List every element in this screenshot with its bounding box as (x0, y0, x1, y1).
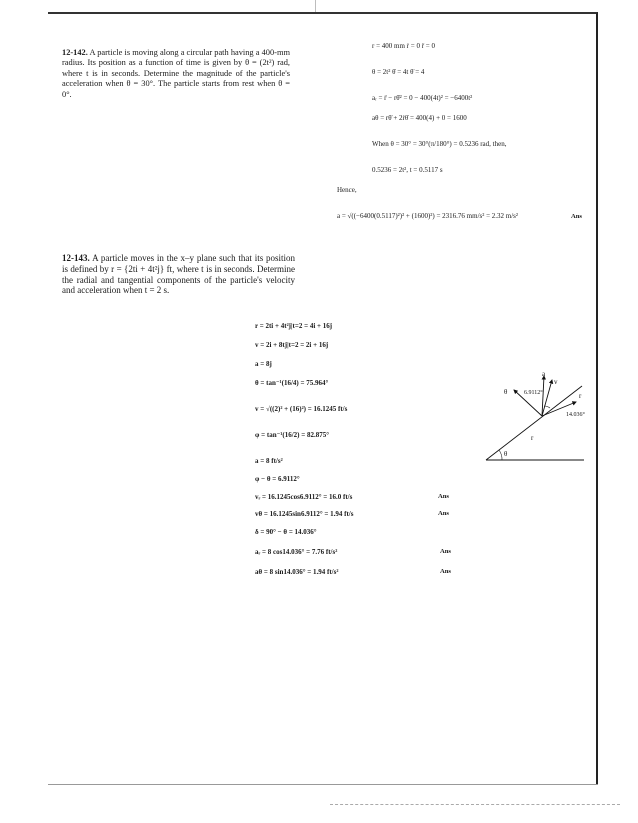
problem-12-143-statement (62, 253, 295, 296)
label-theta-bottom: θ (504, 450, 508, 458)
label-a: a (542, 372, 546, 378)
label-angle-2: 14.036° (566, 412, 585, 418)
p143-answer-vr: Ans (438, 493, 449, 500)
p143-line-12: aᵣ = 8 cos14.036° = 7.76 ft/s² (255, 548, 338, 556)
label-r-bottom: r (531, 434, 534, 442)
p143-line-1: r = 2ti + 4t²j|t=2 = 4i + 16j (255, 322, 333, 330)
bottom-dashed-line (330, 804, 620, 805)
problem-12-142-statement (62, 48, 290, 100)
problem-12-142-text: A particle is moving along a circular path having a 400-mm radius. Its position as a function of time is given by θ = (2t²) rad, where t is in seconds. Determine the magnitude of the particle's acceleration when θ = 30°. The particle starts from rest when θ = 0°. (62, 48, 290, 99)
p142-line-1: r = 400 mm ṙ = 0 r̈ = 0 (372, 42, 435, 50)
problem-12-142-number: 12-142. (62, 48, 88, 57)
p143-line-2: v = 2i + 8tj|t=2 = 2i + 16j (255, 341, 329, 349)
label-v: v (554, 378, 558, 386)
p142-line-4: aθ = rθ̈ + 2ṙθ̇ = 400(4) + 0 = 1600 (372, 114, 467, 122)
p142-line-7: Hence, (337, 186, 357, 194)
p142-line-5: When θ = 30° = 30°(π/180°) = 0.5236 rad, then, (372, 140, 507, 148)
p143-line-13: aθ = 8 sin14.036° = 1.94 ft/s² (255, 568, 339, 576)
p143-line-5: v = √((2)² + (16)²) = 16.1245 ft/s (255, 405, 348, 413)
label-theta-top: θ (504, 388, 508, 396)
p143-line-8: φ − θ = 6.9112° (255, 475, 300, 483)
p143-answer-vtheta: Ans (438, 510, 449, 517)
problem-12-143-text: A particle moves in the x–y plane such that its position is defined by r = {2ti + 4t²j} ft, where t is in seconds. Determine the radial and tangential components of the particle's velocity and acceleration when t = 2 s. (62, 253, 295, 296)
p142-line-3: aᵣ = r̈ − rθ̇² = 0 − 400(4t)² = −6400t² (372, 94, 473, 102)
label-angle-1: 6.9112° (524, 390, 543, 396)
p143-line-10: vθ = 16.1245sin6.9112° = 1.94 ft/s (255, 510, 354, 518)
p143-line-6: φ = tan⁻¹(16/2) = 82.875° (255, 431, 330, 439)
p143-answer-atheta: Ans (440, 568, 451, 575)
label-r-top: r (579, 392, 582, 400)
top-guide-line (315, 0, 316, 12)
p142-line-6: 0.5236 = 2t², t = 0.5117 s (372, 166, 443, 174)
velocity-acceleration-diagram (478, 372, 596, 472)
p142-line-2: θ = 2t² θ̇ = 4t θ̈ = 4 (372, 68, 425, 76)
p143-line-7: a = 8 ft/s² (255, 457, 283, 465)
problem-12-143-number: 12-143. (62, 253, 90, 263)
p143-line-4: θ = tan⁻¹(16/4) = 75.964° (255, 379, 329, 387)
position-line (486, 386, 582, 460)
p143-line-3: a = 8j (255, 360, 272, 368)
theta-arc (499, 450, 502, 460)
p143-line-11: δ = 90° − θ = 14.036° (255, 528, 317, 536)
p142-answer-label: Ans (571, 213, 582, 220)
p143-line-9: vᵣ = 16.1245cos6.9112° = 16.0 ft/s (255, 493, 353, 501)
p142-line-8: a = √((−6400(0.5117)²)² + (1600)²) = 2316.76 mm/s² = 2.32 m/s² (337, 212, 518, 220)
p143-answer-ar: Ans (440, 548, 451, 555)
frame-bottom-line (48, 784, 598, 785)
